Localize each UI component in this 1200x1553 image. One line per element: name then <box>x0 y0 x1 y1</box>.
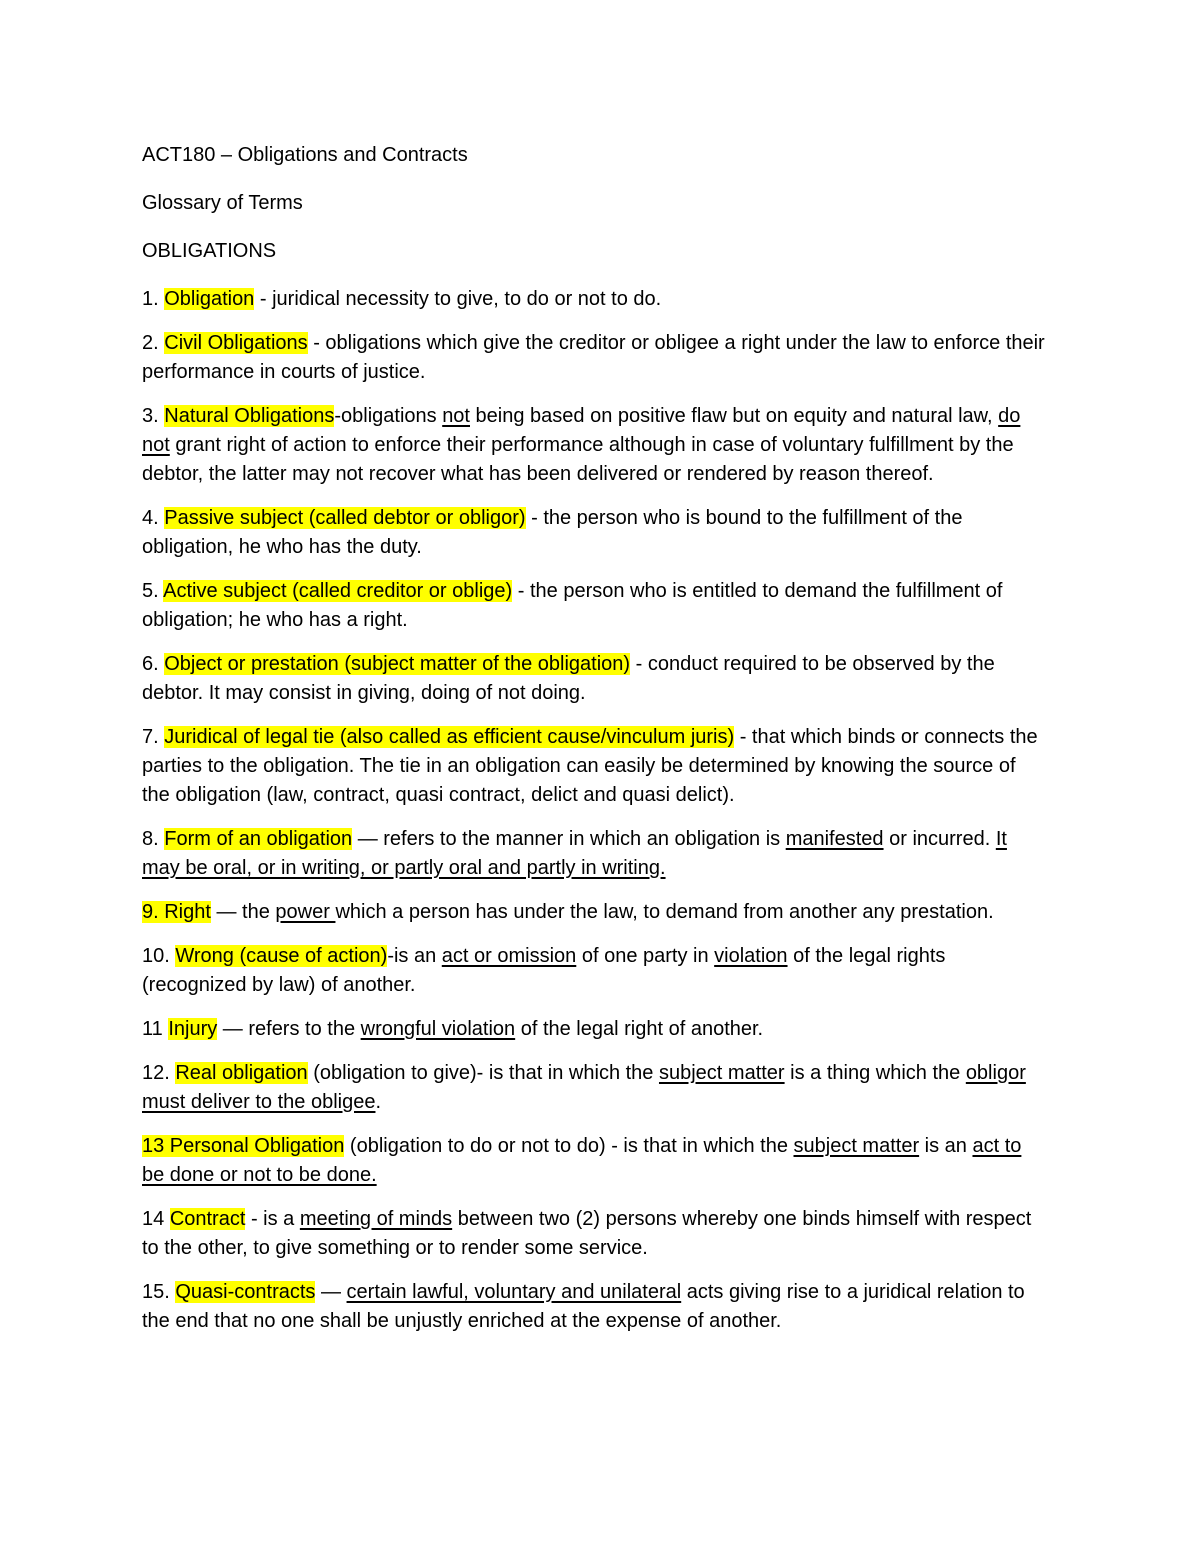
glossary-entry <box>142 898 1047 927</box>
underlined-phrase: certain lawful, voluntary and unilateral <box>346 1281 682 1303</box>
entry-text: of one party in <box>576 945 715 967</box>
entry-text: 1. <box>142 288 165 310</box>
entry-text: 2. <box>142 332 165 354</box>
entry-text: 12. <box>142 1062 176 1084</box>
entry-text: - conduct required to be observed by the debtor. It may consist in giving, doing of not doing. <box>142 653 995 704</box>
glossary-entry <box>142 1205 1047 1263</box>
entry-text: acts giving rise to a juridical relation to the end that no one shall be unjustly enriched at the expense of another. <box>142 1281 1025 1332</box>
entry-text: 4. <box>142 507 165 529</box>
course-title: ACT180 – Obligations and Contracts <box>142 144 468 166</box>
entry-text: is a thing which the <box>784 1062 966 1084</box>
entry-text: of the legal right of another. <box>515 1018 764 1040</box>
glossary-entry <box>142 825 1047 883</box>
entry-text: - obligations which give the creditor or obligee a right under the law to enforce their performance in courts of justice. <box>142 332 1045 383</box>
glossary-entry <box>142 402 1047 489</box>
glossary-entry <box>142 650 1047 708</box>
glossary-entry <box>142 1278 1047 1336</box>
entry-text: - that which binds or connects the parties to the obligation. The tie in an obligation can easily be determined by knowing the source of the obligation (law, contract, quasi contract, delict and quasi delict). <box>142 726 1038 806</box>
glossary-term: 13 Personal Obligation <box>142 1135 345 1157</box>
entry-text: 5. <box>142 580 164 602</box>
glossary-entry <box>142 1015 1047 1044</box>
entry-text: grant right of action to enforce their performance although in case of voluntary fulfillment by the debtor, the latter may not recover what has been delivered or rendered by reason thereof. <box>142 434 1014 485</box>
underlined-phrase: subject matter <box>658 1062 785 1084</box>
entry-text: -is an <box>387 945 442 967</box>
glossary-term: Injury <box>168 1018 218 1040</box>
entry-text: or incurred. <box>883 828 996 850</box>
entry-text: (obligation to do or not to do) - is that in which the <box>344 1135 794 1157</box>
underlined-phrase: do not <box>142 405 1021 456</box>
entry-text: of the legal rights (recognized by law) of another. <box>142 945 946 996</box>
entry-text: - is a <box>245 1208 300 1230</box>
entry-text: - juridical necessity to give, to do or not to do. <box>254 288 662 310</box>
entry-text: . <box>375 1091 382 1113</box>
glossary-entry <box>142 1132 1047 1190</box>
entry-text: — refers to the <box>217 1018 361 1040</box>
glossary-entry <box>142 577 1047 635</box>
entry-text: being based on positive flaw but on equity and natural law, <box>470 405 999 427</box>
glossary-term: Contract <box>169 1208 246 1230</box>
glossary-term: Active subject (called creditor or oblige) <box>163 580 513 602</box>
entry-text: 14 <box>142 1208 170 1230</box>
glossary-term: Object or prestation (subject matter of the obligation) <box>164 653 631 675</box>
entry-text: — <box>315 1281 347 1303</box>
underlined-phrase: act or omission <box>441 945 577 967</box>
entry-text: — refers to the manner in which an obligation is <box>352 828 786 850</box>
section-title: OBLIGATIONS <box>142 240 277 262</box>
glossary-term: Juridical of legal tie (also called as efficient cause/vinculum juris) <box>164 726 735 748</box>
entry-text: 11 <box>142 1018 169 1040</box>
document-body <box>142 141 1047 1351</box>
underlined-phrase: subject matter <box>793 1135 920 1157</box>
underlined-phrase: obligor must deliver to the obligee <box>142 1062 1026 1113</box>
entry-text: (obligation to give)- is that in which the <box>307 1062 659 1084</box>
entry-text: 7. <box>142 726 165 748</box>
glossary-entry <box>142 504 1047 562</box>
entry-text: 3. <box>142 405 165 427</box>
glossary-term: Civil Obligations <box>164 332 308 354</box>
underlined-phrase: violation <box>714 945 788 967</box>
entry-text: - the person who is bound to the fulfillment of the obligation, he who has the duty. <box>142 507 963 558</box>
glossary-term: Natural Obligations <box>164 405 335 427</box>
glossary-term: Passive subject (called debtor or obligor) <box>164 507 526 529</box>
document-title: Glossary of Terms <box>142 192 303 214</box>
underlined-phrase: It may be oral, or in writing, or partly oral and partly in writing. <box>142 828 1007 879</box>
glossary-term: Form of an obligation <box>164 828 353 850</box>
underlined-phrase: meeting of minds <box>299 1208 453 1230</box>
glossary-entry <box>142 329 1047 387</box>
glossary-term: Quasi-contracts <box>175 1281 316 1303</box>
glossary-list <box>142 285 1047 1336</box>
entry-text: which a person has under the law, to demand from another any prestation. <box>335 901 994 923</box>
glossary-term: Wrong (cause of action) <box>175 945 388 967</box>
underlined-phrase: not <box>442 405 470 427</box>
entry-text: - the person who is entitled to demand the fulfillment of obligation; he who has a right. <box>142 580 1003 631</box>
entry-text: 6. <box>142 653 165 675</box>
glossary-entry <box>142 723 1047 810</box>
entry-text: — the <box>210 901 276 923</box>
entry-text: 15. <box>142 1281 176 1303</box>
glossary-entry <box>142 285 1047 314</box>
glossary-entry <box>142 942 1047 1000</box>
glossary-entry <box>142 1059 1047 1117</box>
entry-text: is an <box>919 1135 973 1157</box>
underlined-phrase: act to be done or not to be done. <box>142 1135 1022 1186</box>
underlined-phrase: wrongful violation <box>360 1018 516 1040</box>
glossary-term: 9. Right <box>142 901 211 923</box>
entry-text: 8. <box>142 828 165 850</box>
glossary-term: Obligation <box>164 288 255 310</box>
entry-text: between two (2) persons whereby one binds himself with respect to the other, to give something or to render some service. <box>142 1208 1032 1259</box>
underlined-phrase: manifested <box>785 828 884 850</box>
entry-text: 10. <box>142 945 176 967</box>
underlined-phrase: power <box>275 901 336 923</box>
glossary-term: Real obligation <box>175 1062 308 1084</box>
entry-text: -obligations <box>334 405 443 427</box>
